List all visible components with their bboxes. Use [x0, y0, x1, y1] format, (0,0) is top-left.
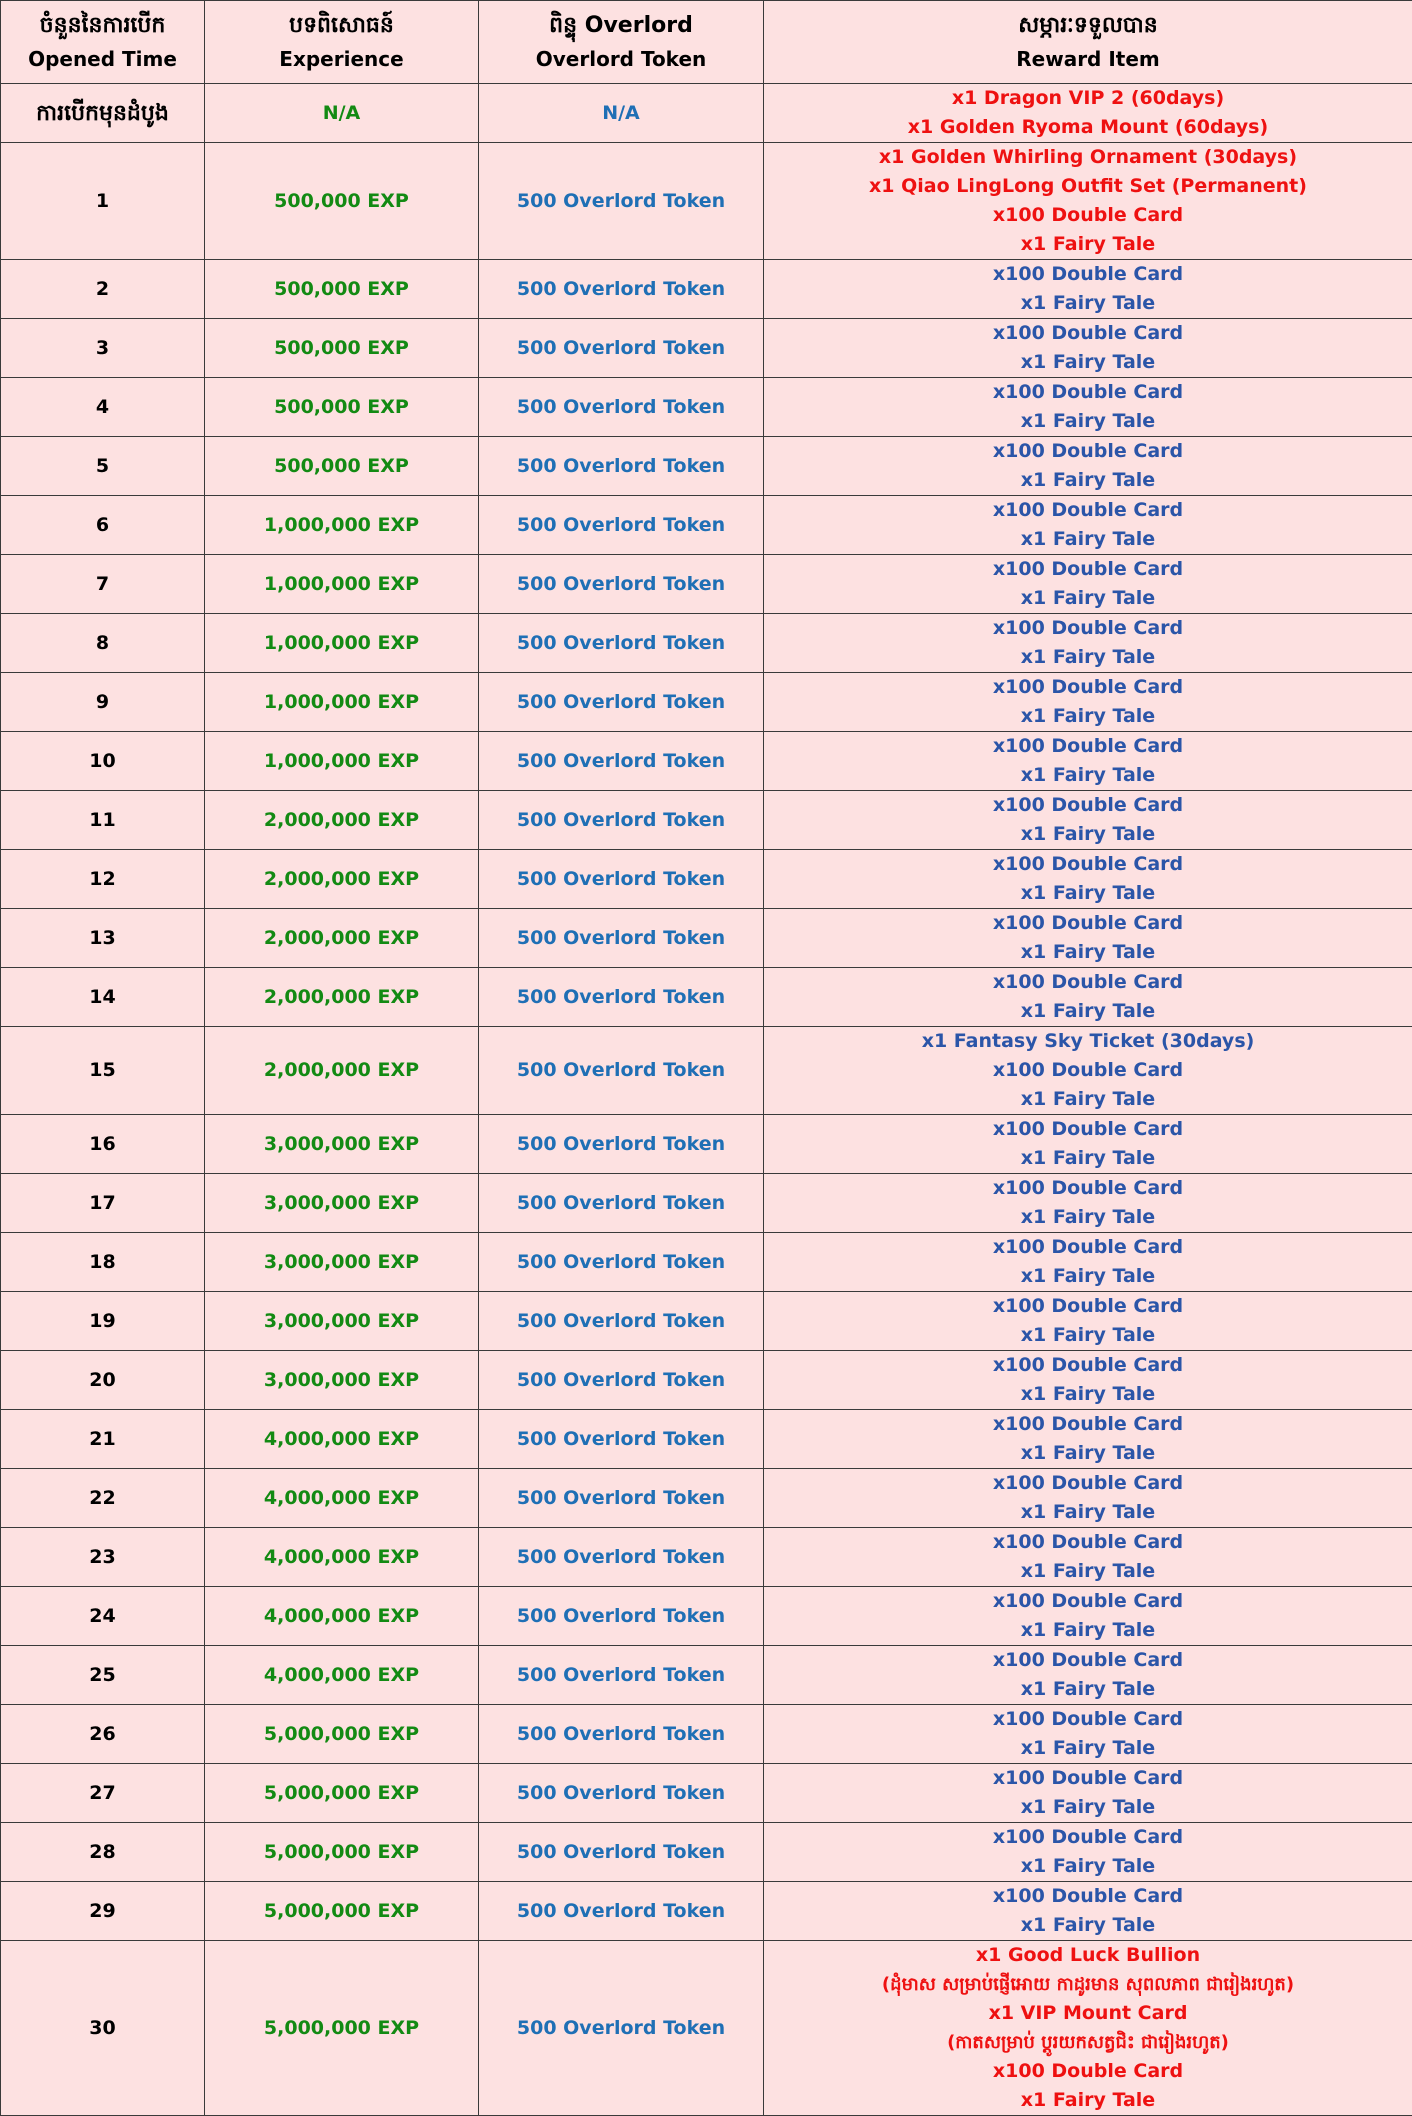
reward-line: x100 Double Card — [764, 614, 1412, 643]
reward-line: x100 Double Card — [764, 850, 1412, 879]
table-row — [1, 732, 1412, 791]
reward-line: x1 Fairy Tale — [764, 584, 1412, 613]
table-row — [1, 1351, 1412, 1410]
reward-line: x100 Double Card — [764, 1410, 1412, 1439]
table-row — [1, 84, 1412, 143]
reward-line: x1 Fairy Tale — [764, 1852, 1412, 1881]
experience-cell: 3,000,000 EXP — [205, 1351, 479, 1410]
overlord-token-cell: 500 Overlord Token — [479, 909, 764, 968]
overlord-token-cell: 500 Overlord Token — [479, 968, 764, 1027]
table-row — [1, 260, 1412, 319]
opened-time-cell: 27 — [1, 1764, 205, 1823]
experience-cell: 4,000,000 EXP — [205, 1528, 479, 1587]
header-reward-item — [764, 1, 1412, 84]
reward-line: x100 Double Card — [764, 968, 1412, 997]
reward-item-cell — [764, 909, 1412, 968]
overlord-token-cell: 500 Overlord Token — [479, 378, 764, 437]
experience-cell: 1,000,000 EXP — [205, 673, 479, 732]
header-experience — [205, 1, 479, 84]
reward-line: x1 Golden Whirling Ornament (30days) — [764, 143, 1412, 172]
reward-line: x1 Fairy Tale — [764, 289, 1412, 318]
opened-time-cell: 13 — [1, 909, 205, 968]
reward-item-cell — [764, 791, 1412, 850]
opened-time-cell: 18 — [1, 1233, 205, 1292]
overlord-token-cell: 500 Overlord Token — [479, 1469, 764, 1528]
overlord-token-cell: 500 Overlord Token — [479, 1646, 764, 1705]
overlord-token-cell: 500 Overlord Token — [479, 791, 764, 850]
opened-time-cell: 30 — [1, 1941, 205, 2116]
overlord-token-cell: 500 Overlord Token — [479, 260, 764, 319]
reward-item-cell — [764, 1941, 1412, 2116]
overlord-token-cell: 500 Overlord Token — [479, 555, 764, 614]
reward-line: x100 Double Card — [764, 1587, 1412, 1616]
experience-cell: 4,000,000 EXP — [205, 1469, 479, 1528]
table-row — [1, 791, 1412, 850]
opened-time-cell: 24 — [1, 1587, 205, 1646]
opened-time-cell: 2 — [1, 260, 205, 319]
reward-item-cell — [764, 378, 1412, 437]
header-experience-english: Experience — [205, 43, 478, 75]
reward-line: x100 Double Card — [764, 1764, 1412, 1793]
reward-line: x1 Fairy Tale — [764, 230, 1412, 259]
reward-line: x100 Double Card — [764, 1115, 1412, 1144]
reward-line: x1 Fairy Tale — [764, 702, 1412, 731]
reward-line: x1 Fairy Tale — [764, 1321, 1412, 1350]
reward-line: x100 Double Card — [764, 437, 1412, 466]
reward-item-cell — [764, 1410, 1412, 1469]
opened-time-cell: 25 — [1, 1646, 205, 1705]
table-row — [1, 1941, 1412, 2116]
reward-item-cell — [764, 1528, 1412, 1587]
reward-line: x100 Double Card — [764, 2057, 1412, 2086]
reward-line: x100 Double Card — [764, 1174, 1412, 1203]
reward-line: x100 Double Card — [764, 1292, 1412, 1321]
reward-line: x1 Fairy Tale — [764, 348, 1412, 377]
experience-cell: 2,000,000 EXP — [205, 850, 479, 909]
reward-line: x100 Double Card — [764, 909, 1412, 938]
experience-cell: 4,000,000 EXP — [205, 1410, 479, 1469]
experience-cell: 2,000,000 EXP — [205, 791, 479, 850]
experience-cell: 5,000,000 EXP — [205, 1941, 479, 2116]
table-row — [1, 1410, 1412, 1469]
reward-line: x100 Double Card — [764, 319, 1412, 348]
reward-item-cell — [764, 1705, 1412, 1764]
reward-line: x100 Double Card — [764, 1351, 1412, 1380]
reward-line: x100 Double Card — [764, 1469, 1412, 1498]
overlord-token-cell: N/A — [479, 84, 764, 143]
reward-item-cell — [764, 496, 1412, 555]
table-row — [1, 968, 1412, 1027]
table-row — [1, 1705, 1412, 1764]
reward-line: x1 Fairy Tale — [764, 1911, 1412, 1940]
experience-cell: 500,000 EXP — [205, 378, 479, 437]
opened-time-cell: 17 — [1, 1174, 205, 1233]
experience-cell: 5,000,000 EXP — [205, 1764, 479, 1823]
table-row — [1, 378, 1412, 437]
reward-item-cell — [764, 1646, 1412, 1705]
opened-time-cell: 20 — [1, 1351, 205, 1410]
reward-item-cell — [764, 437, 1412, 496]
opened-time-cell: 12 — [1, 850, 205, 909]
overlord-token-cell: 500 Overlord Token — [479, 1410, 764, 1469]
header-experience-khmer: បទពិសោធន៍ — [205, 9, 478, 43]
reward-line: x100 Double Card — [764, 732, 1412, 761]
reward-line: x1 Fairy Tale — [764, 1616, 1412, 1645]
experience-cell: 4,000,000 EXP — [205, 1646, 479, 1705]
overlord-token-cell: 500 Overlord Token — [479, 1823, 764, 1882]
reward-line: x1 Fairy Tale — [764, 1085, 1412, 1114]
table-row — [1, 437, 1412, 496]
reward-line: x1 Fairy Tale — [764, 1734, 1412, 1763]
experience-cell: N/A — [205, 84, 479, 143]
experience-cell: 2,000,000 EXP — [205, 909, 479, 968]
opened-time-cell: 21 — [1, 1410, 205, 1469]
experience-cell: 3,000,000 EXP — [205, 1233, 479, 1292]
experience-cell: 500,000 EXP — [205, 143, 479, 260]
overlord-token-cell: 500 Overlord Token — [479, 732, 764, 791]
reward-line: x100 Double Card — [764, 1528, 1412, 1557]
table-row — [1, 1027, 1412, 1115]
opened-time-cell: 9 — [1, 673, 205, 732]
opened-time-cell: 16 — [1, 1115, 205, 1174]
opened-time-cell: 22 — [1, 1469, 205, 1528]
reward-item-cell — [764, 673, 1412, 732]
table-row — [1, 673, 1412, 732]
overlord-token-cell: 500 Overlord Token — [479, 1174, 764, 1233]
reward-line: x100 Double Card — [764, 791, 1412, 820]
reward-item-cell — [764, 1027, 1412, 1115]
reward-item-cell — [764, 732, 1412, 791]
reward-line: x100 Double Card — [764, 673, 1412, 702]
experience-cell: 5,000,000 EXP — [205, 1705, 479, 1764]
reward-item-cell — [764, 850, 1412, 909]
header-opened-time — [1, 1, 205, 84]
reward-line: x1 Fairy Tale — [764, 525, 1412, 554]
opened-time-cell: 15 — [1, 1027, 205, 1115]
opened-time-cell: 19 — [1, 1292, 205, 1351]
experience-cell: 500,000 EXP — [205, 437, 479, 496]
opened-time-cell: ការបើកមុនដំបូង — [1, 84, 205, 143]
reward-line: x100 Double Card — [764, 378, 1412, 407]
experience-cell: 1,000,000 EXP — [205, 496, 479, 555]
overlord-token-cell: 500 Overlord Token — [479, 1941, 764, 2116]
experience-cell: 1,000,000 EXP — [205, 614, 479, 673]
overlord-token-cell: 500 Overlord Token — [479, 1764, 764, 1823]
overlord-token-cell: 500 Overlord Token — [479, 1882, 764, 1941]
reward-line: x100 Double Card — [764, 555, 1412, 584]
overlord-token-cell: 500 Overlord Token — [479, 673, 764, 732]
reward-line: x1 Fairy Tale — [764, 997, 1412, 1026]
overlord-token-cell: 500 Overlord Token — [479, 1351, 764, 1410]
reward-line: x100 Double Card — [764, 1705, 1412, 1734]
reward-line: (ដុំមាស សម្រាប់ផ្ញើអោយ កាដូរមាន សុពលភាព ជារៀងរហូត) — [764, 1970, 1412, 1999]
reward-line: x1 Fairy Tale — [764, 466, 1412, 495]
table-row — [1, 1174, 1412, 1233]
overlord-token-cell: 500 Overlord Token — [479, 437, 764, 496]
reward-line: x100 Double Card — [764, 1056, 1412, 1085]
opened-time-cell: 1 — [1, 143, 205, 260]
overlord-token-cell: 500 Overlord Token — [479, 496, 764, 555]
experience-cell: 500,000 EXP — [205, 260, 479, 319]
reward-item-cell — [764, 1882, 1412, 1941]
reward-item-cell — [764, 968, 1412, 1027]
header-overlord-token-english: Overlord Token — [479, 43, 763, 75]
reward-line: x1 Fairy Tale — [764, 407, 1412, 436]
table-row — [1, 850, 1412, 909]
experience-cell: 5,000,000 EXP — [205, 1882, 479, 1941]
table-row — [1, 1646, 1412, 1705]
reward-line: x1 Fairy Tale — [764, 879, 1412, 908]
reward-line: x1 Qiao LingLong Outfit Set (Permanent) — [764, 172, 1412, 201]
table-row — [1, 1587, 1412, 1646]
experience-cell: 5,000,000 EXP — [205, 1823, 479, 1882]
experience-cell: 500,000 EXP — [205, 319, 479, 378]
table-row — [1, 1528, 1412, 1587]
reward-line: x1 Fairy Tale — [764, 1439, 1412, 1468]
reward-line: x1 Fairy Tale — [764, 820, 1412, 849]
opened-time-cell: 28 — [1, 1823, 205, 1882]
reward-line: x1 Fairy Tale — [764, 2086, 1412, 2115]
table-body — [1, 84, 1412, 2116]
table-row — [1, 1764, 1412, 1823]
table-row — [1, 1469, 1412, 1528]
reward-line: x100 Double Card — [764, 1233, 1412, 1262]
reward-item-cell — [764, 1351, 1412, 1410]
reward-line: x100 Double Card — [764, 1646, 1412, 1675]
header-reward-item-english: Reward Item — [764, 43, 1412, 75]
reward-line: x100 Double Card — [764, 201, 1412, 230]
reward-line: x1 Dragon VIP 2 (60days) — [764, 84, 1412, 113]
reward-line: x1 Fairy Tale — [764, 1262, 1412, 1291]
table-row — [1, 909, 1412, 968]
opened-time-cell: 7 — [1, 555, 205, 614]
reward-item-cell — [764, 555, 1412, 614]
reward-line: x1 Fairy Tale — [764, 1557, 1412, 1586]
table-row — [1, 1882, 1412, 1941]
table-row — [1, 1292, 1412, 1351]
reward-line: x1 Fairy Tale — [764, 1380, 1412, 1409]
reward-item-cell — [764, 319, 1412, 378]
experience-cell: 3,000,000 EXP — [205, 1174, 479, 1233]
reward-line: x100 Double Card — [764, 260, 1412, 289]
reward-item-cell — [764, 1233, 1412, 1292]
overlord-token-cell: 500 Overlord Token — [479, 614, 764, 673]
opened-time-cell: 3 — [1, 319, 205, 378]
reward-item-cell — [764, 1823, 1412, 1882]
opened-time-cell: 5 — [1, 437, 205, 496]
opened-time-cell: 14 — [1, 968, 205, 1027]
reward-item-cell — [764, 614, 1412, 673]
opened-time-cell: 6 — [1, 496, 205, 555]
reward-line: x100 Double Card — [764, 496, 1412, 525]
experience-cell: 3,000,000 EXP — [205, 1115, 479, 1174]
header-overlord-token — [479, 1, 764, 84]
overlord-token-cell: 500 Overlord Token — [479, 1705, 764, 1764]
reward-line: x1 Fairy Tale — [764, 643, 1412, 672]
experience-cell: 4,000,000 EXP — [205, 1587, 479, 1646]
reward-line: x100 Double Card — [764, 1823, 1412, 1852]
table-row — [1, 555, 1412, 614]
overlord-token-cell: 500 Overlord Token — [479, 1587, 764, 1646]
opened-time-cell: 26 — [1, 1705, 205, 1764]
reward-line: x1 Fairy Tale — [764, 1793, 1412, 1822]
header-overlord-token-khmer: ពិន្ទុ Overlord — [479, 9, 763, 43]
opened-time-cell: 23 — [1, 1528, 205, 1587]
header-reward-item-khmer: សម្ភារៈទទួលបាន — [764, 9, 1412, 43]
reward-item-cell — [764, 1469, 1412, 1528]
overlord-token-cell: 500 Overlord Token — [479, 1528, 764, 1587]
reward-line: x1 Fantasy Sky Ticket (30days) — [764, 1027, 1412, 1056]
overlord-token-cell: 500 Overlord Token — [479, 143, 764, 260]
opened-time-cell: 29 — [1, 1882, 205, 1941]
table-row — [1, 1823, 1412, 1882]
reward-line: x100 Double Card — [764, 1882, 1412, 1911]
overlord-token-cell: 500 Overlord Token — [479, 1027, 764, 1115]
overlord-token-cell: 500 Overlord Token — [479, 319, 764, 378]
reward-line: x1 Fairy Tale — [764, 938, 1412, 967]
table-row — [1, 143, 1412, 260]
reward-item-cell — [764, 1115, 1412, 1174]
header-row — [1, 1, 1412, 84]
reward-item-cell — [764, 1764, 1412, 1823]
reward-line: x1 Fairy Tale — [764, 1498, 1412, 1527]
experience-cell: 2,000,000 EXP — [205, 1027, 479, 1115]
opened-time-cell: 4 — [1, 378, 205, 437]
table-row — [1, 496, 1412, 555]
table-row — [1, 319, 1412, 378]
table-row — [1, 1233, 1412, 1292]
reward-item-cell — [764, 1587, 1412, 1646]
reward-item-cell — [764, 84, 1412, 143]
experience-cell: 2,000,000 EXP — [205, 968, 479, 1027]
reward-item-cell — [764, 1292, 1412, 1351]
reward-item-cell — [764, 260, 1412, 319]
experience-cell: 3,000,000 EXP — [205, 1292, 479, 1351]
overlord-token-cell: 500 Overlord Token — [479, 1233, 764, 1292]
table-header — [1, 1, 1412, 84]
reward-line: x1 Fairy Tale — [764, 1203, 1412, 1232]
reward-line: (កាតសម្រាប់ ប្តូរយកសត្វជិះ ជារៀងរហូត) — [764, 2028, 1412, 2057]
overlord-token-cell: 500 Overlord Token — [479, 1292, 764, 1351]
experience-cell: 1,000,000 EXP — [205, 732, 479, 791]
table-row — [1, 614, 1412, 673]
reward-item-cell — [764, 1174, 1412, 1233]
reward-line: x1 Fairy Tale — [764, 1675, 1412, 1704]
opened-time-cell: 11 — [1, 791, 205, 850]
reward-line: x1 Good Luck Bullion — [764, 1941, 1412, 1970]
reward-line: x1 Fairy Tale — [764, 1144, 1412, 1173]
reward-line: x1 Fairy Tale — [764, 761, 1412, 790]
overlord-token-cell: 500 Overlord Token — [479, 850, 764, 909]
opened-time-cell: 10 — [1, 732, 205, 791]
table-row — [1, 1115, 1412, 1174]
reward-line: x1 Golden Ryoma Mount (60days) — [764, 113, 1412, 142]
header-opened-time-khmer: ចំនួននៃការបើក — [1, 9, 204, 43]
header-opened-time-english: Opened Time — [1, 43, 204, 75]
experience-cell: 1,000,000 EXP — [205, 555, 479, 614]
reward-line: x1 VIP Mount Card — [764, 1999, 1412, 2028]
opened-time-cell: 8 — [1, 614, 205, 673]
overlord-token-cell: 500 Overlord Token — [479, 1115, 764, 1174]
reward-item-cell — [764, 143, 1412, 260]
